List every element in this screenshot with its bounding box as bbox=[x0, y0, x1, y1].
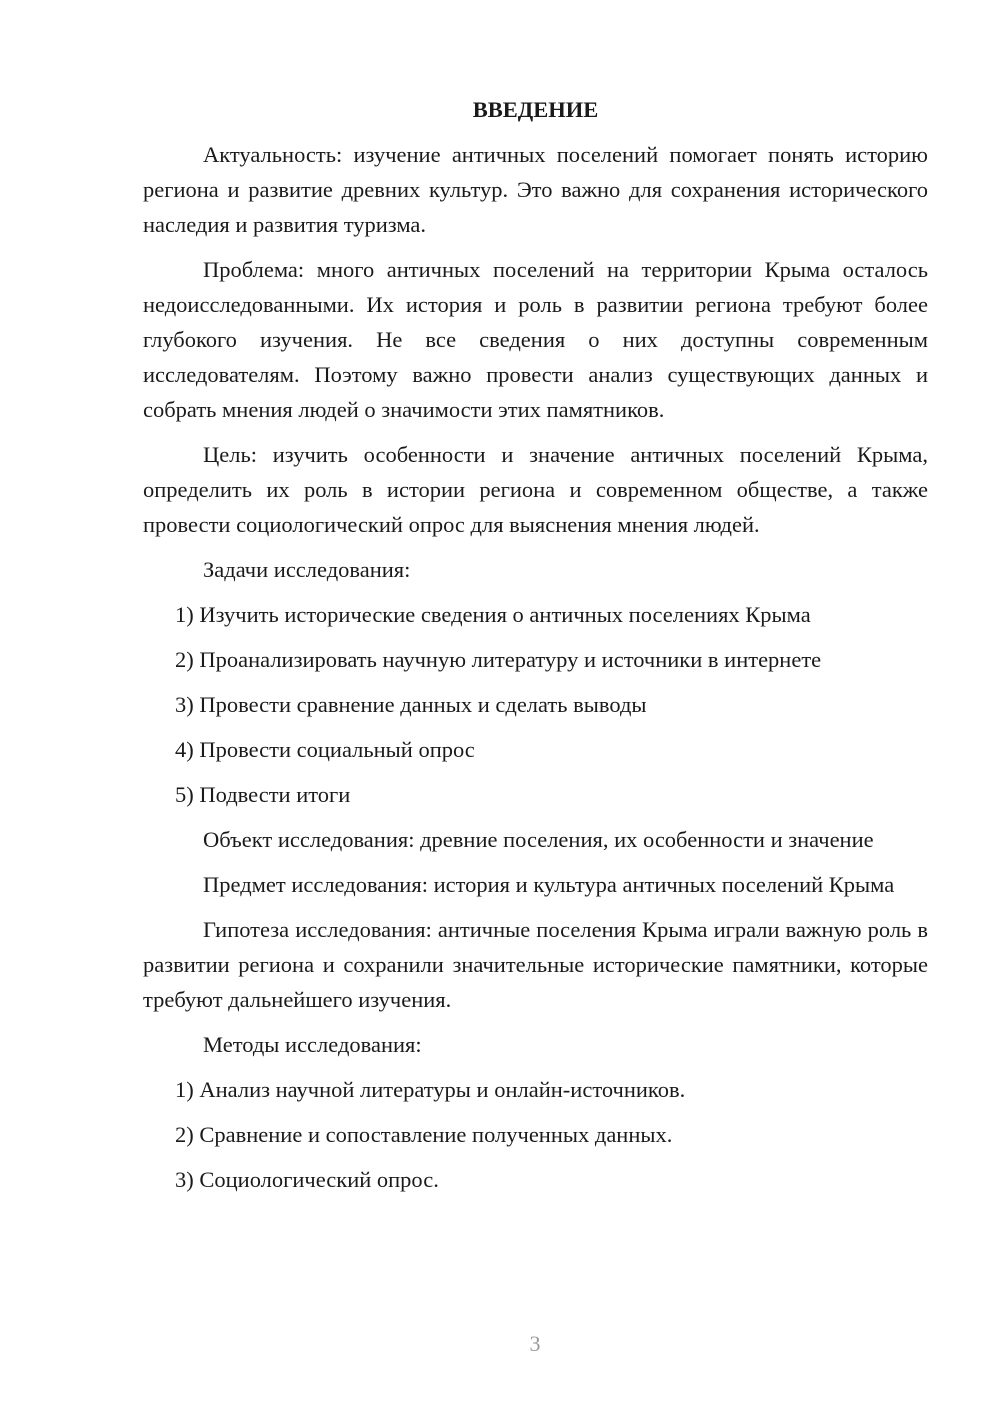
paragraph-relevance: Актуальность: изучение античных поселений помогает понять историю региона и развитие древних культур. Это важно для сохранения исторического наследия и развития туризма. bbox=[143, 142, 928, 237]
list-item: 2) Сравнение и сопоставление полученных данных. bbox=[175, 1122, 673, 1147]
paragraph-object: Объект исследования: древние поселения, их особенности и значение bbox=[203, 827, 874, 852]
tasks-heading: Задачи исследования: bbox=[203, 557, 411, 582]
list-item: 3) Провести сравнение данных и сделать выводы bbox=[175, 692, 647, 717]
methods-list bbox=[143, 1072, 928, 1197]
list-item: 1) Анализ научной литературы и онлайн-источников. bbox=[175, 1077, 686, 1102]
list-item: 2) Проанализировать научную литературу и источники в интернете bbox=[175, 647, 822, 672]
page-number: 3 bbox=[529, 1331, 541, 1356]
section-title: ВВЕДЕНИЕ bbox=[472, 97, 599, 122]
paragraph-hypothesis: Гипотеза исследования: античные поселения Крыма играли важную роль в развитии региона и сохранили значительные исторические памятники, которые требуют дальнейшего изучения. bbox=[143, 917, 928, 1012]
paragraph-subject: Предмет исследования: история и культура античных поселений Крыма bbox=[203, 872, 895, 897]
paragraph-goal: Цель: изучить особенности и значение античных поселений Крыма, определить их роль в истории региона и современном обществе, а также провести социологический опрос для выяснения мнения людей. bbox=[143, 442, 928, 537]
list-item: 5) Подвести итоги bbox=[175, 782, 351, 807]
tasks-list bbox=[143, 597, 928, 812]
list-item: 1) Изучить исторические сведения о античных поселениях Крыма bbox=[175, 602, 811, 627]
document-page bbox=[143, 92, 928, 1207]
list-item: 4) Провести социальный опрос bbox=[175, 737, 475, 762]
paragraph-problem: Проблема: много античных поселений на территории Крыма осталось недоисследованными. Их история и роль в развитии региона требуют более глубокого изучения. Не все сведения о них доступны современным исследователям. Поэтому важно провести анализ существующих данных и собрать мнения людей о значимости этих памятников. bbox=[143, 257, 928, 422]
methods-heading: Методы исследования: bbox=[203, 1032, 422, 1057]
list-item: 3) Социологический опрос. bbox=[175, 1167, 439, 1192]
